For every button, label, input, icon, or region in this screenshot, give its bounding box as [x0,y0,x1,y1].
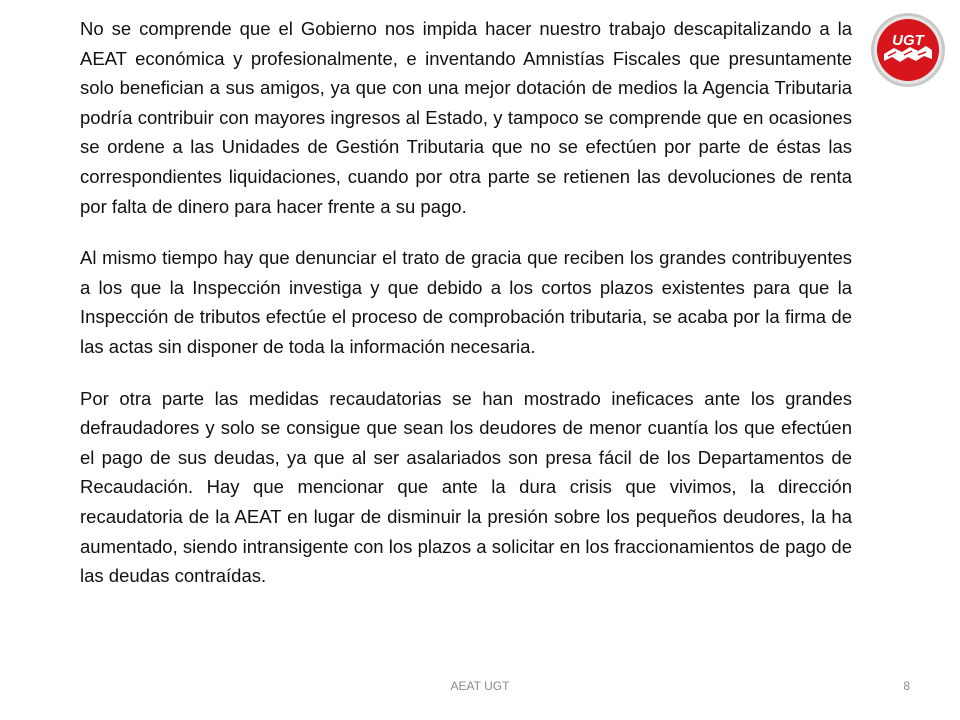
logo-text: UGT [892,32,924,49]
page-number: 8 [903,679,910,693]
paragraph-3: Por otra parte las medidas recaudatorias se han mostrado ineficaces ante los grandes defraudadores y solo se consigue que sean los deudores de menor cuantía los que efectúen el pago de sus deudas, ya que al ser asalariados son presa fácil de los Departamentos de Recaudación. Hay que mencionar que ante la dura crisis que vivimos, la dirección recaudatoria de la AEAT en lugar de disminuir la presión sobre los pequeños deudores, la ha aumentado, siendo intransigente con los plazos a solicitar en los fraccionamientos de pago de las deudas contraídas. [80,387,852,587]
ugt-logo-graphic [870,12,946,88]
paragraph-1: No se comprende que el Gobierno nos impida hacer nuestro trabajo descapitalizando a la AEAT económica y profesionalmente, e inventando Amnistías Fiscales que presuntamente solo benefician a sus amigos, ya que con una mejor dotación de medios la Agencia Tributaria podría contribuir con mayores ingresos al Estado, y tampoco se comprende que en ocasiones se ordene a las Unidades de Gestión Tributaria que no se efectúen por parte de éstas las correspondientes liquidaciones, cuando por otra parte se retienen las devoluciones de renta por falta de dinero para hacer frente a su pago. [80,18,852,217]
paragraph-2: Al mismo tiempo hay que denunciar el trato de gracia que reciben los grandes contribuyentes a los que la Inspección investiga y que debido a los cortos plazos existentes para que la Inspección de tributos efectúe el proceso de comprobación tributaria, se acaba por la firma de las actas sin disponer de toda la información necesaria. [80,247,852,357]
text-body [80,14,852,613]
footer-label: AEAT UGT [450,679,510,693]
ugt-logo [870,12,946,88]
